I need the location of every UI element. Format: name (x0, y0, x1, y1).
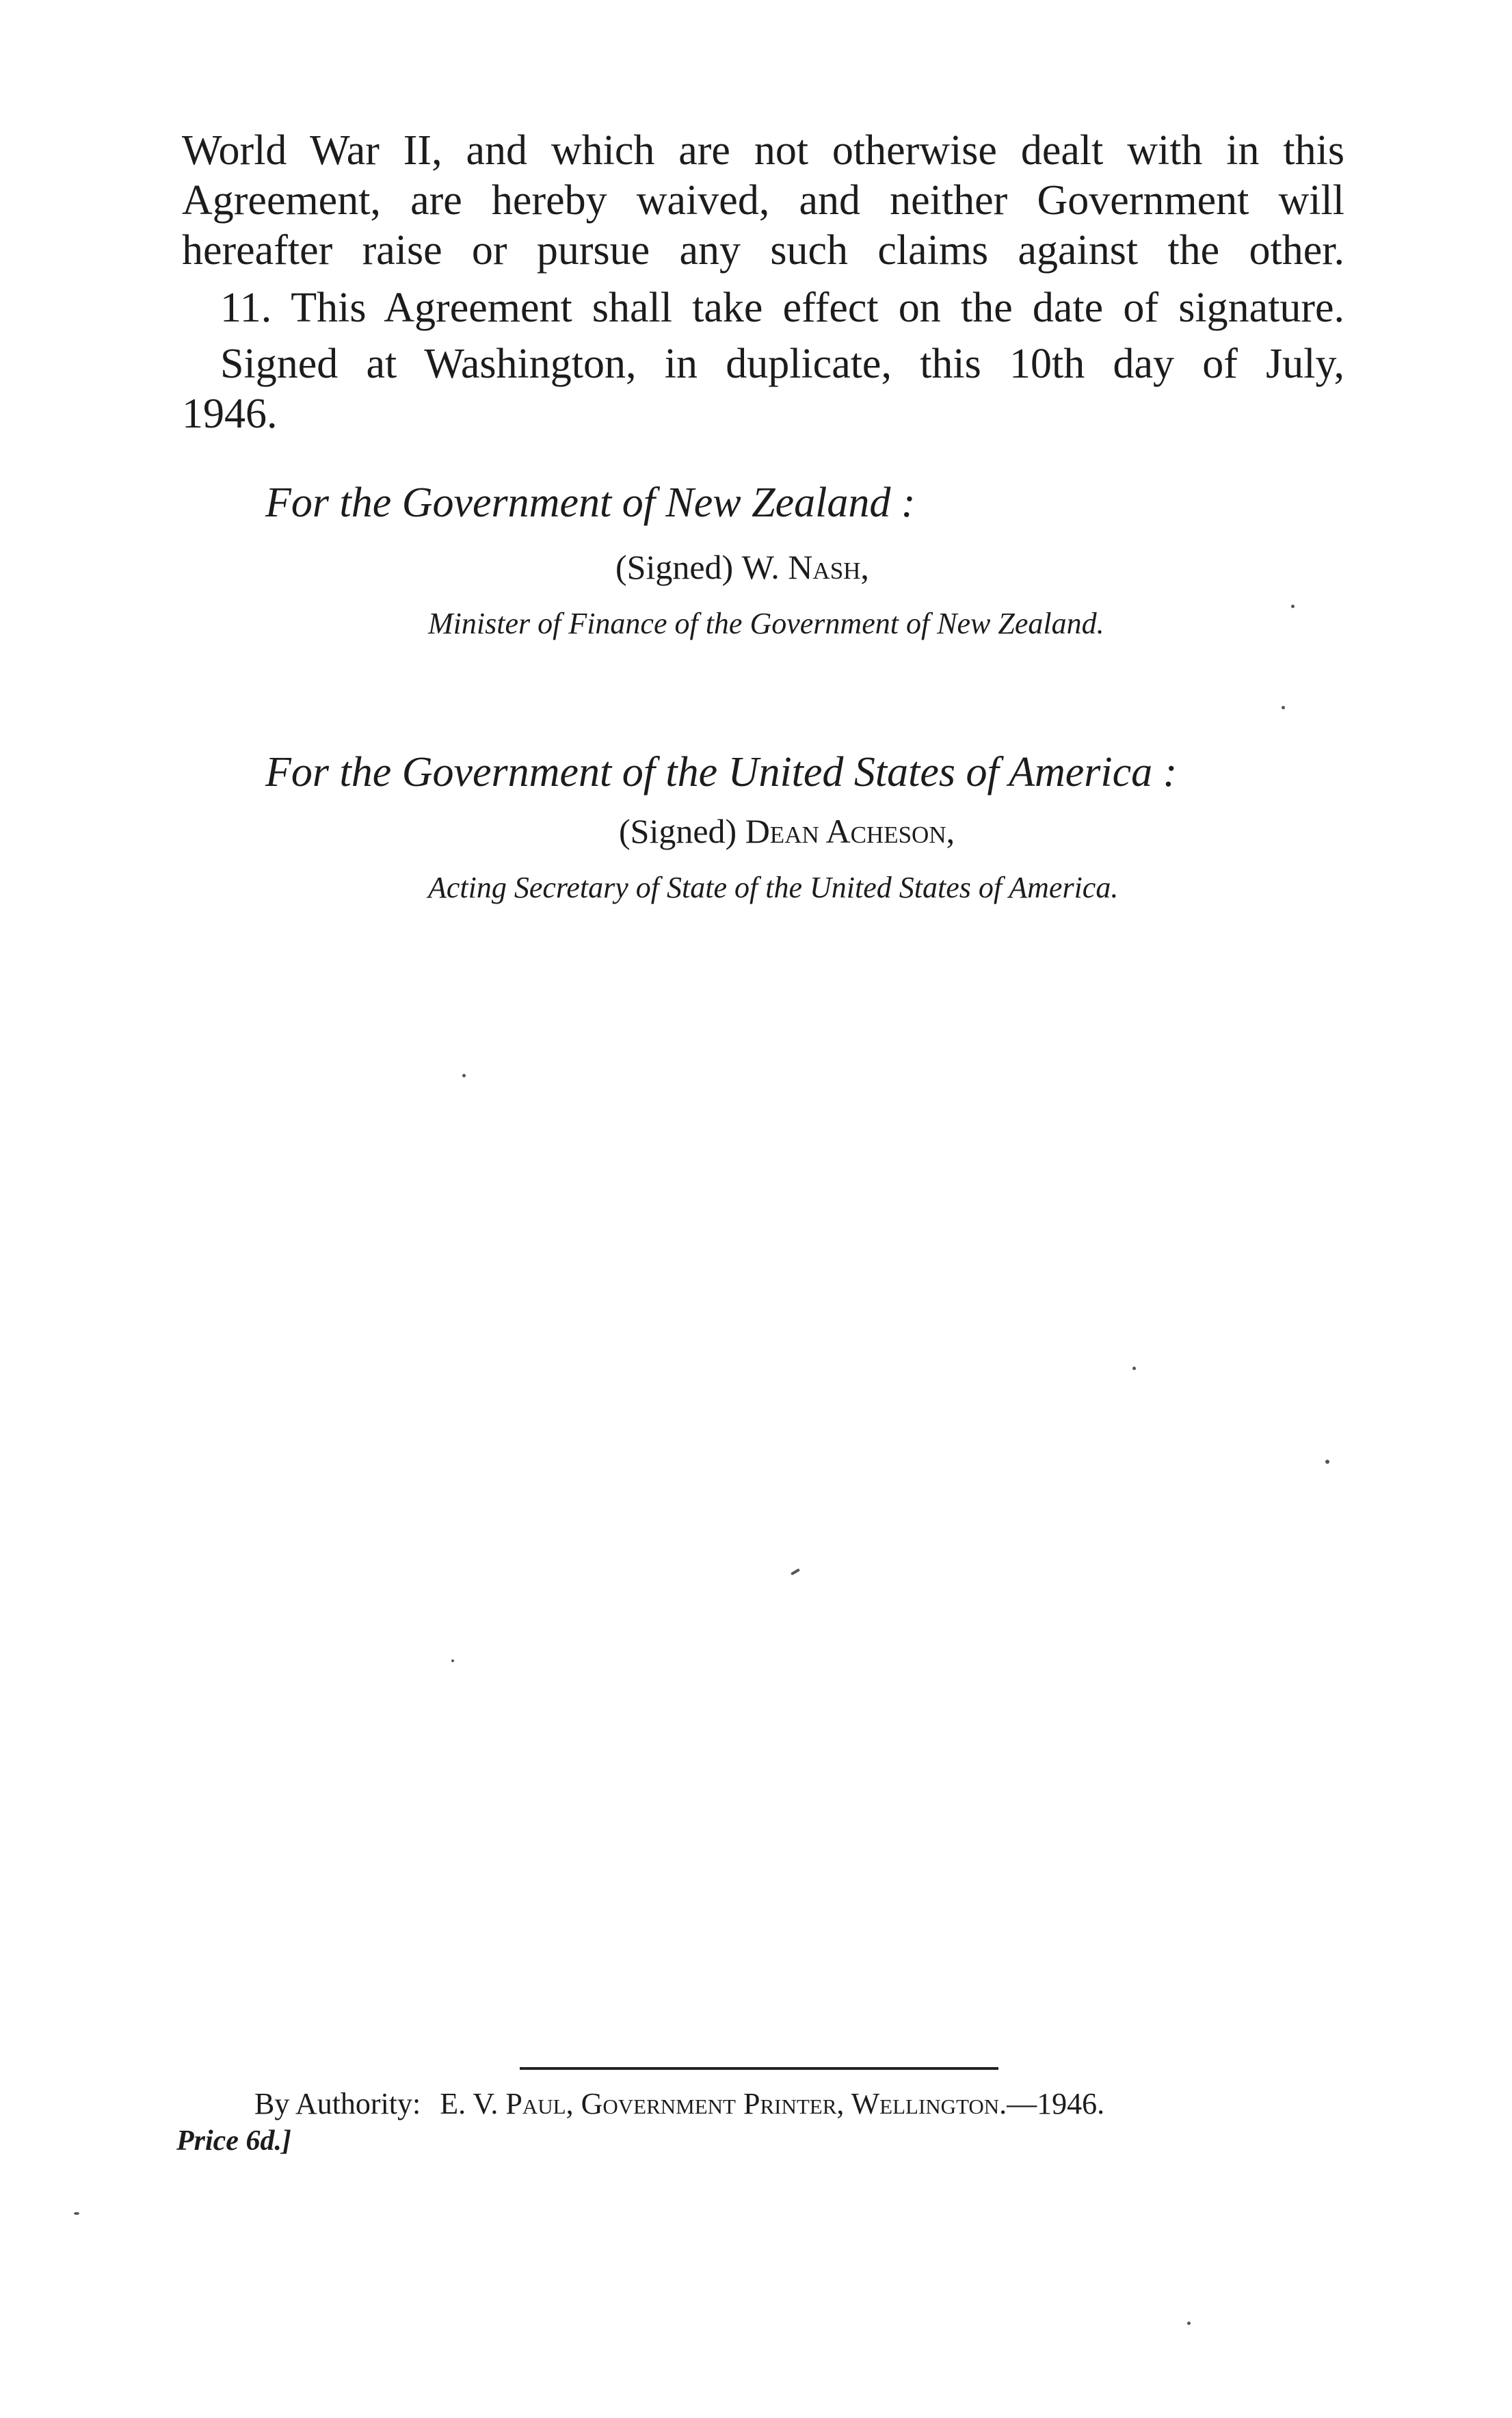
nz-signatory-title: Minister of Finance of the Government of New Zealand. (428, 607, 1104, 640)
text-line: hereafter raise or pursue any such claims against the other. (182, 227, 1344, 274)
scan-speck (1187, 2322, 1191, 2325)
us-signed-line (619, 811, 955, 851)
paragraph-article-11 (220, 283, 1344, 333)
scan-speck (462, 1074, 466, 1077)
price-note (176, 2125, 291, 2157)
signed-prefix: (Signed) (619, 812, 737, 850)
footer-rule (520, 2067, 998, 2070)
nz-signature-heading: For the Government of New Zealand : (265, 479, 916, 526)
text-line: 11. This Agreement shall take effect on the date of signature. (220, 285, 1344, 331)
scan-speck (1325, 1460, 1329, 1464)
printer-imprint (254, 2086, 1104, 2121)
printer-credit: E. V. Paul, Government Printer, Wellington.—1946. (440, 2087, 1105, 2120)
nz-signatory-name: W. Nash, (741, 548, 869, 586)
text-line: Signed at Washington, in duplicate, this 10th day of July, (220, 341, 1344, 387)
scan-speck (1132, 1367, 1136, 1370)
text-line: 1946. (182, 391, 278, 437)
text-line: World War II, and which are not otherwise dealt with in this (182, 127, 1344, 174)
scan-speck (74, 2212, 79, 2215)
signed-prefix: (Signed) (615, 548, 734, 586)
nz-signed-line (615, 547, 869, 587)
us-signatory-title: Acting Secretary of State of the United States of America. (428, 871, 1119, 904)
scan-speck (1291, 605, 1295, 608)
scan-speck (451, 1659, 454, 1662)
scan-speck (1282, 706, 1285, 709)
paragraph-continuation (182, 126, 1344, 276)
price-text: Price 6d.] (176, 2125, 291, 2157)
us-signature-heading: For the Government of the United States of America : (265, 749, 1178, 796)
authority-label: By Authority: (254, 2087, 421, 2120)
scan-speck (791, 1568, 800, 1575)
us-signatory-name: Dean Acheson, (745, 812, 955, 850)
text-line: Agreement, are hereby waived, and neither Government will (182, 177, 1344, 224)
paragraph-signed-at (182, 339, 1344, 439)
